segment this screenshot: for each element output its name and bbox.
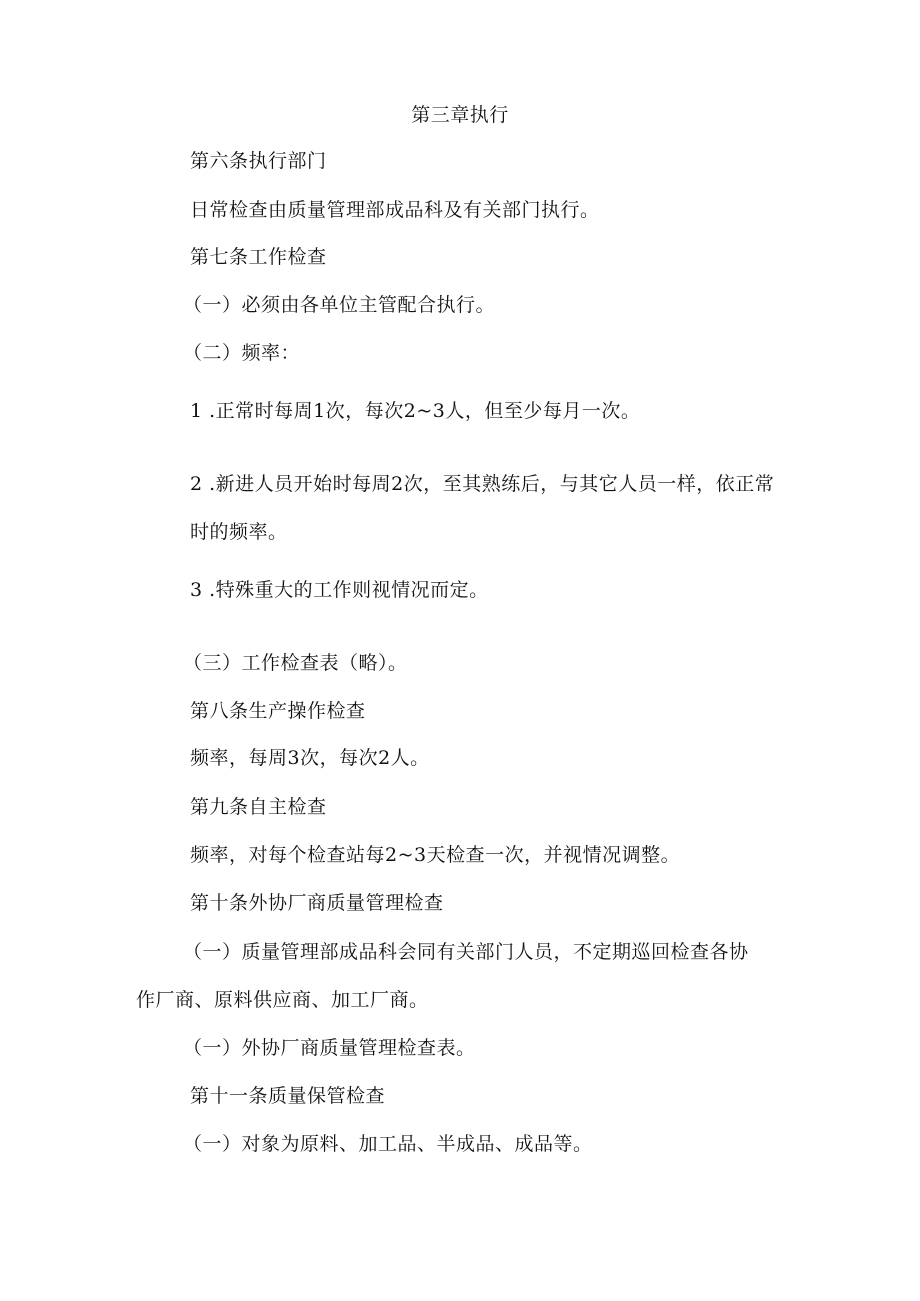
paragraph-text: 频率，每周3次，每次2人。	[190, 747, 430, 769]
numbered-item: 3 .特殊重大的工作则视情况而定。	[190, 579, 489, 601]
article-heading: 第九条自主检查	[190, 796, 327, 818]
list-item: （三）工作检查表（略）。	[183, 652, 408, 674]
list-item: （一）外协厂商质量管理检查表。	[183, 1037, 476, 1059]
chapter-title: 第三章执行	[411, 104, 509, 126]
paragraph-text: 频率，对每个检查站每2~3天检查一次，并视情况调整。	[190, 844, 681, 866]
paragraph-text: 日常检查由质量管理部成品科及有关部门执行。	[190, 199, 600, 221]
numbered-item-continuation: 时的频率。	[190, 521, 288, 543]
list-item: （二）频率：	[183, 342, 301, 364]
numbered-item: 1 .正常时每周1次，每次2~3人，但至少每月一次。	[190, 400, 641, 422]
numbered-item: 2 .新进人员开始时每周2次，至其熟练后，与其它人员一样，依正常	[190, 473, 775, 495]
article-heading: 第八条生产操作检查	[190, 700, 366, 722]
article-heading: 第七条工作检查	[190, 246, 327, 268]
article-heading: 第六条执行部门	[190, 150, 327, 172]
article-heading: 第十一条质量保管检查	[190, 1085, 386, 1107]
list-item: （一）质量管理部成品科会同有关部门人员，不定期巡回检查各协	[183, 941, 749, 963]
list-item: （一）对象为原料、加工品、半成品、成品等。	[183, 1133, 593, 1155]
list-item: （一）必须由各单位主管配合执行。	[183, 294, 496, 316]
list-item-continuation: 作厂商、原料供应商、加工厂商。	[136, 989, 429, 1011]
article-heading: 第十条外协厂商质量管理检查	[190, 892, 444, 914]
